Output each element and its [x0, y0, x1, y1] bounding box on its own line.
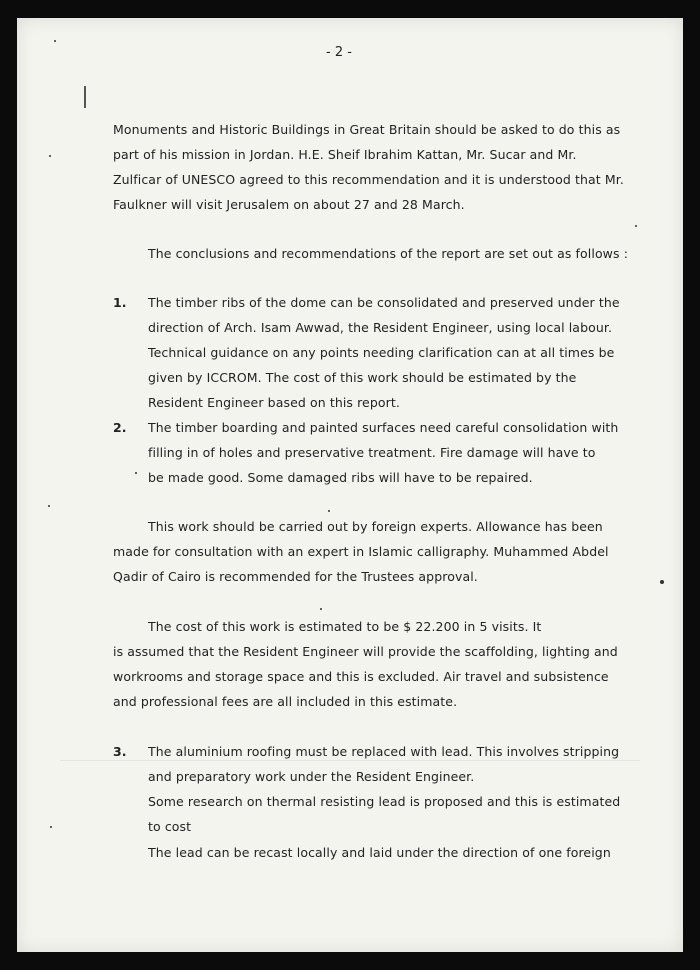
item3-line: The aluminium roofing must be replaced with lead. This involves stripping: [148, 744, 620, 759]
item1-line: given by ICCROM. The cost of this work should be estimated by the: [148, 370, 577, 385]
intro-line: Faulkner will visit Jerusalem on about 27 and 28 March.: [113, 197, 465, 212]
item1-line: Resident Engineer based on this report.: [148, 395, 400, 410]
cost-line: is assumed that the Resident Engineer will provide the scaffolding, lighting and: [113, 644, 618, 659]
intro-line: part of his mission in Jordan. H.E. Sheif Ibrahim Kattan, Mr. Sucar and Mr.: [113, 147, 577, 162]
scan-speck: [328, 510, 330, 512]
item3-line: Some research on thermal resisting lead is proposed and this is estimated: [148, 794, 621, 809]
experts-line: Qadir of Cairo is recommended for the Trustees approval.: [113, 569, 478, 584]
cost-line: The cost of this work is estimated to be $ 22.200 in 5 visits. It: [148, 619, 542, 634]
item1-line: The timber ribs of the dome can be consolidated and preserved under the: [148, 295, 620, 310]
item3-line: The lead can be recast locally and laid under the direction of one foreign: [148, 845, 611, 860]
item1-line: Technical guidance on any points needing clarification can at all times be: [148, 345, 615, 360]
item-number: 3.: [113, 744, 127, 759]
scan-line: [60, 760, 640, 761]
scan-speck: [50, 826, 52, 828]
margin-mark: [84, 86, 86, 108]
item3-line: to cost: [148, 819, 192, 834]
item-number: 2.: [113, 420, 127, 435]
cost-line: workrooms and storage space and this is excluded. Air travel and subsistence: [113, 669, 609, 684]
scan-speck: [48, 505, 50, 507]
cost-line: and professional fees are all included in this estimate.: [113, 694, 458, 709]
page-number: - 2 -: [326, 45, 352, 60]
item1-line: direction of Arch. Isam Awwad, the Resident Engineer, using local labour.: [148, 320, 613, 335]
item-number: 1.: [113, 295, 127, 310]
conclusions-heading: The conclusions and recommendations of the report are set out as follows :: [148, 246, 629, 261]
scan-speck: [635, 225, 637, 227]
item3-line: and preparatory work under the Resident Engineer.: [148, 769, 475, 784]
item2-line: be made good. Some damaged ribs will have to be repaired.: [148, 470, 533, 485]
item2-line: filling in of holes and preservative treatment. Fire damage will have to: [148, 445, 596, 460]
experts-line: This work should be carried out by foreign experts. Allowance has been: [148, 519, 603, 534]
intro-line: Zulficar of UNESCO agreed to this recommendation and it is understood that Mr.: [113, 172, 624, 187]
intro-line: Monuments and Historic Buildings in Great Britain should be asked to do this as: [113, 122, 621, 137]
scan-speck: [135, 472, 137, 474]
scan-speck: [660, 580, 664, 584]
item2-line: The timber boarding and painted surfaces need careful consolidation with: [148, 420, 619, 435]
scan-speck: [49, 155, 51, 157]
experts-line: made for consultation with an expert in Islamic calligraphy. Muhammed Abdel: [113, 544, 609, 559]
scan-speck: [54, 40, 56, 42]
scan-speck: [320, 608, 322, 610]
